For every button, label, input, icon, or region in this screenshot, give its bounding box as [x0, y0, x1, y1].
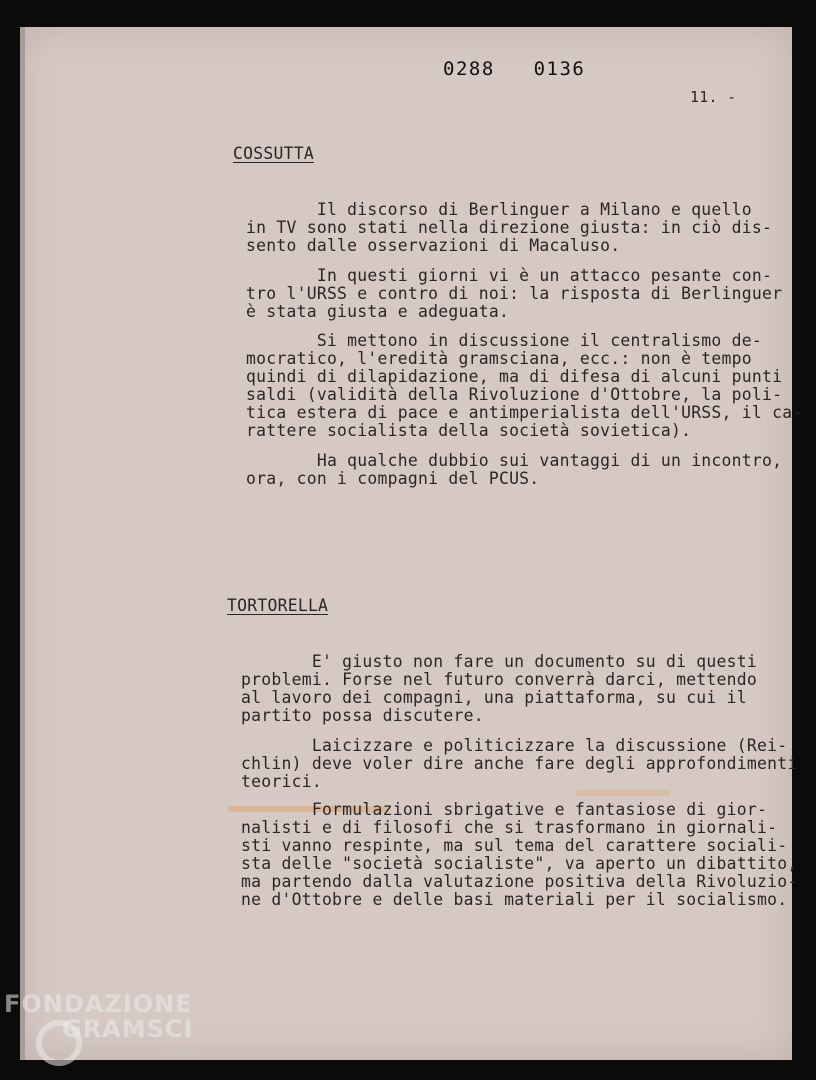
paragraph: Si mettono in discussione il centralismo de- mocratico, l'eredità gramsciana, ecc.: non è tempo quindi di dilapidazione, ma di difesa di alcuni punti saldi (validità della Rivoluzione d'Ottobre, la poli- tica estera di pace e antimperialista dell'URSS, il ca- rattere socialista della società sovietica). — [246, 331, 803, 440]
paragraph: Formulazioni sbrigative e fantasiose di gior- nalisti e di filosofi che si trasformano in giornali- sti vanno respinte, ma sul tema del carattere sociali- sta delle "società socialiste", va aperto un dibattito, ma partendo dalla valutazione positiva della Rivoluzio- ne d'Ottobre e delle basi materiali per il socialismo. — [241, 800, 798, 909]
paragraph: Ha qualche dubbio sui vantaggi di un incontro, ora, con i compagni del PCUS. — [246, 451, 783, 488]
archive-number: 0288 0136 — [443, 58, 586, 80]
page-edge — [20, 27, 25, 1060]
paragraph: Il discorso di Berlinguer a Milano e quello in TV sono stati nella direzione giusta: in ciò dis- sento dalle osservazioni di Macaluso. — [246, 200, 773, 255]
paragraph: E' giusto non fare un documento su di questi problemi. Forse nel futuro converrà darci, mettendo al lavoro dei compagni, una piattaforma, su cui il partito possa discutere. — [241, 652, 758, 725]
speaker-heading-tortorella: TORTORELLA — [227, 596, 329, 615]
watermark-line1: FONDAZIONE — [4, 990, 193, 1018]
paragraph: In questi giorni vi è un attacco pesante con- tro l'URSS e contro di noi: la risposta di Berlinguer è stata giusta e adeguata. — [246, 266, 783, 321]
watermark-line3: onlus — [165, 1048, 197, 1059]
speaker-heading-cossutta: COSSUTTA — [233, 144, 314, 163]
page-number: 11. - — [690, 88, 737, 106]
watermark-line2: GRAMSCI — [62, 1015, 194, 1043]
highlight-mark — [575, 790, 670, 796]
paragraph: Laicizzare e politicizzare la discussione (Rei- chlin) deve voler dire anche fare degli approfondimenti teorici. — [241, 736, 798, 791]
